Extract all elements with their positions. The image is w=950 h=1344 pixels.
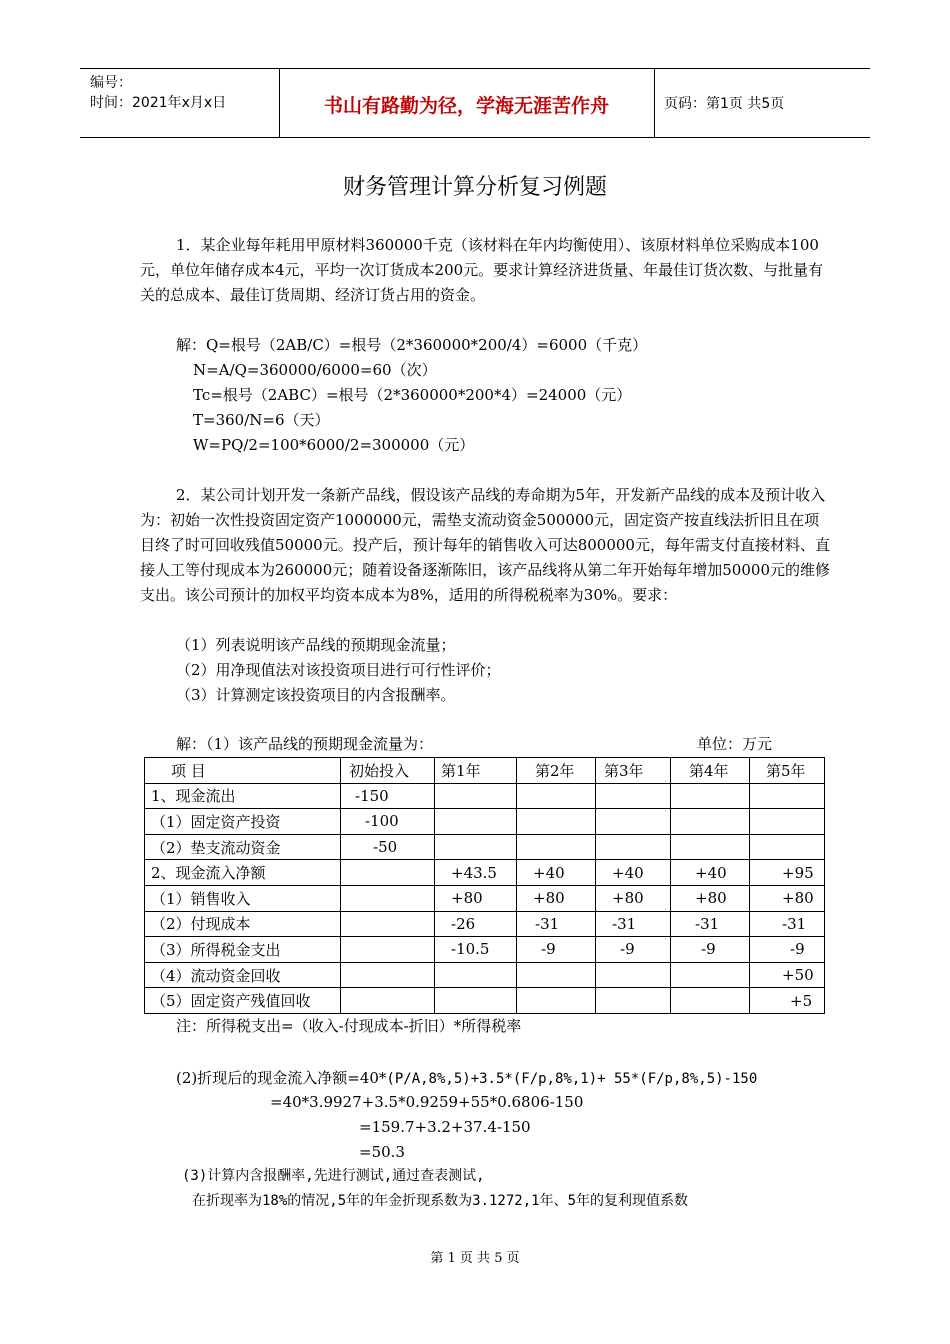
table-cell: （3）所得税金支出 bbox=[145, 937, 341, 963]
table-cell: +80 bbox=[671, 885, 750, 911]
table-cell: 1、现金流出 bbox=[145, 783, 341, 809]
npv-line-1-text: (2)折现后的现金流入净额=40* bbox=[176, 1069, 387, 1087]
cash-flow-table bbox=[144, 757, 825, 1014]
table-row bbox=[145, 962, 825, 988]
table-cell: （4）流动资金回收 bbox=[145, 962, 341, 988]
table-cell bbox=[517, 783, 596, 809]
table-cell: -100 bbox=[341, 809, 435, 835]
table-cell bbox=[596, 783, 671, 809]
table-cell bbox=[596, 809, 671, 835]
table-row bbox=[145, 911, 825, 937]
q1-solution-line: T=360/N=6（天） bbox=[193, 411, 330, 429]
time-label: 时间：2021年x月x日 bbox=[90, 95, 227, 111]
table-header-cell: 第5年 bbox=[750, 758, 825, 784]
npv-line-1-formula: (P/A,8%,5)+3.5*(F/p,8%,1)+ 55*(F/p,8%,5)-150 bbox=[386, 1071, 758, 1087]
question-2: 2．某公司计划开发一条新产品线，假设该产品线的寿命期为5年，开发新产品线的成本及预计收入为：初始一次性投资固定资产1000000元，需垫支流动资金500000元，固定资产按直线法折旧且在项目终了时可回收残值50000元。投产后，预计每年的销售收入可达800000元，每年需支付直接材料、直接人工等付现成本为260000元；随着设备逐渐陈旧，该产品线将从第二年开始每年增加50000元的维修支出。该公司预计的加权平均资本成本为8%，适用的所得税税率为30%。要求： bbox=[140, 486, 830, 604]
table-cell: -150 bbox=[341, 783, 435, 809]
motto: 书山有路勤为径，学海无涯苦作舟 bbox=[323, 95, 609, 117]
table-cell: （5）固定资产残值回收 bbox=[145, 988, 341, 1014]
table-cell bbox=[671, 834, 750, 860]
table-cell bbox=[435, 962, 517, 988]
irr-line-1: (3)计算内含报酬率,先进行测试,通过查表测试, bbox=[182, 1168, 485, 1184]
table-note: 注：所得税支出=（收入-付现成本-折旧）*所得税率 bbox=[176, 1017, 522, 1035]
table-cell: -10.5 bbox=[435, 937, 517, 963]
table-cell: （2）垫支流动资金 bbox=[145, 834, 341, 860]
table-cell: -31 bbox=[596, 911, 671, 937]
table-cell bbox=[750, 834, 825, 860]
table-cell bbox=[435, 988, 517, 1014]
table-cell bbox=[341, 911, 435, 937]
q2-requirement: （3）计算测定该投资项目的内含报酬率。 bbox=[176, 686, 456, 704]
table-cell: -26 bbox=[435, 911, 517, 937]
table-header-cell: 第2年 bbox=[517, 758, 596, 784]
table-row bbox=[145, 809, 825, 835]
table-header-cell: 初始投入 bbox=[341, 758, 435, 784]
table-cell: -50 bbox=[341, 834, 435, 860]
table-cell: +50 bbox=[750, 962, 825, 988]
table-cell: -9 bbox=[517, 937, 596, 963]
q1-solution-line: N=A/Q=360000/6000=60（次） bbox=[193, 361, 437, 379]
q2-requirement: （1）列表说明该产品线的预期现金流量； bbox=[176, 636, 456, 654]
page-footer: 第 1 页 共 5 页 bbox=[430, 1251, 520, 1266]
table-cell: -31 bbox=[517, 911, 596, 937]
table-cell bbox=[341, 885, 435, 911]
table-cell: +43.5 bbox=[435, 860, 517, 886]
table-cell bbox=[517, 988, 596, 1014]
q1-solution-line: Tc=根号（2ABC）=根号（2*360000*200*4）=24000（元） bbox=[193, 386, 632, 404]
table-row bbox=[145, 783, 825, 809]
table-cell: （1）固定资产投资 bbox=[145, 809, 341, 835]
q1-solution-line: 解：Q=根号（2AB/C）=根号（2*360000*200/4）=6000（千克） bbox=[176, 336, 648, 354]
table-cell bbox=[596, 834, 671, 860]
table-cell bbox=[341, 937, 435, 963]
table-cell bbox=[517, 962, 596, 988]
table-row bbox=[145, 937, 825, 963]
table-cell bbox=[435, 783, 517, 809]
npv-line-2: =40*3.9927+3.5*0.9259+55*0.6806-150 bbox=[270, 1093, 584, 1111]
page-info: 页码：第1页 共5页 bbox=[664, 96, 785, 112]
table-cell bbox=[671, 988, 750, 1014]
table-header-cell: 第4年 bbox=[671, 758, 750, 784]
table-cell bbox=[671, 962, 750, 988]
table-cell bbox=[435, 834, 517, 860]
table-header-cell: 第1年 bbox=[435, 758, 517, 784]
table-cell bbox=[671, 783, 750, 809]
q2-requirement: （2）用净现值法对该投资项目进行可行性评价； bbox=[176, 661, 501, 679]
table-row bbox=[145, 885, 825, 911]
table-cell: +40 bbox=[517, 860, 596, 886]
table-cell: -31 bbox=[671, 911, 750, 937]
irr-line-2: 在折现率为18%的情况,5年的年金折现系数为3.1272,1年、5年的复利现值系数 bbox=[192, 1193, 689, 1209]
table-header-row bbox=[145, 758, 825, 784]
q1-solution-line: W=PQ/2=100*6000/2=300000（元） bbox=[193, 436, 475, 454]
unit-label: 单位：万元 bbox=[697, 735, 773, 753]
table-cell bbox=[671, 809, 750, 835]
table-cell: +80 bbox=[596, 885, 671, 911]
table-cell: -9 bbox=[596, 937, 671, 963]
npv-line-4: =50.3 bbox=[359, 1143, 405, 1161]
table-cell: +80 bbox=[517, 885, 596, 911]
table-cell bbox=[517, 809, 596, 835]
header-divider bbox=[654, 69, 655, 137]
npv-line-1 bbox=[176, 1066, 757, 1092]
table-cell: +40 bbox=[596, 860, 671, 886]
q2-solution-intro: 解：（1）该产品线的预期现金流量为： bbox=[176, 735, 434, 753]
table-cell bbox=[596, 962, 671, 988]
table-cell bbox=[341, 988, 435, 1014]
table-cell: -9 bbox=[671, 937, 750, 963]
table-cell: +80 bbox=[750, 885, 825, 911]
document-title: 财务管理计算分析复习例题 bbox=[342, 175, 607, 200]
table-cell bbox=[341, 962, 435, 988]
table-cell bbox=[750, 783, 825, 809]
question-1: 1．某企业每年耗用甲原材料360000千克（该材料在年内均衡使用）、该原材料单位采购成本100元，单位年储存成本4元，平均一次订货成本200元。要求计算经济进货量、年最佳订货次数、与批量有关的总成本、最佳订货周期、经济订货占用的资金。 bbox=[140, 236, 824, 304]
table-cell: -9 bbox=[750, 937, 825, 963]
table-row bbox=[145, 834, 825, 860]
page-header bbox=[80, 68, 870, 138]
table-cell: （2）付现成本 bbox=[145, 911, 341, 937]
table-cell bbox=[596, 988, 671, 1014]
npv-line-3: =159.7+3.2+37.4-150 bbox=[359, 1118, 531, 1136]
table-cell bbox=[750, 809, 825, 835]
number-label: 编号： bbox=[90, 75, 132, 91]
table-header-cell: 第3年 bbox=[596, 758, 671, 784]
header-meta bbox=[90, 73, 226, 113]
table-header-cell: 项 目 bbox=[145, 758, 341, 784]
table-row bbox=[145, 988, 825, 1014]
table-cell: -31 bbox=[750, 911, 825, 937]
table-cell: +5 bbox=[750, 988, 825, 1014]
table-cell bbox=[341, 860, 435, 886]
table-cell: +95 bbox=[750, 860, 825, 886]
table-row bbox=[145, 860, 825, 886]
table-cell: 2、现金流入净额 bbox=[145, 860, 341, 886]
table-cell bbox=[517, 834, 596, 860]
table-cell: +80 bbox=[435, 885, 517, 911]
table-cell: （1）销售收入 bbox=[145, 885, 341, 911]
table-cell: +40 bbox=[671, 860, 750, 886]
table-cell bbox=[435, 809, 517, 835]
